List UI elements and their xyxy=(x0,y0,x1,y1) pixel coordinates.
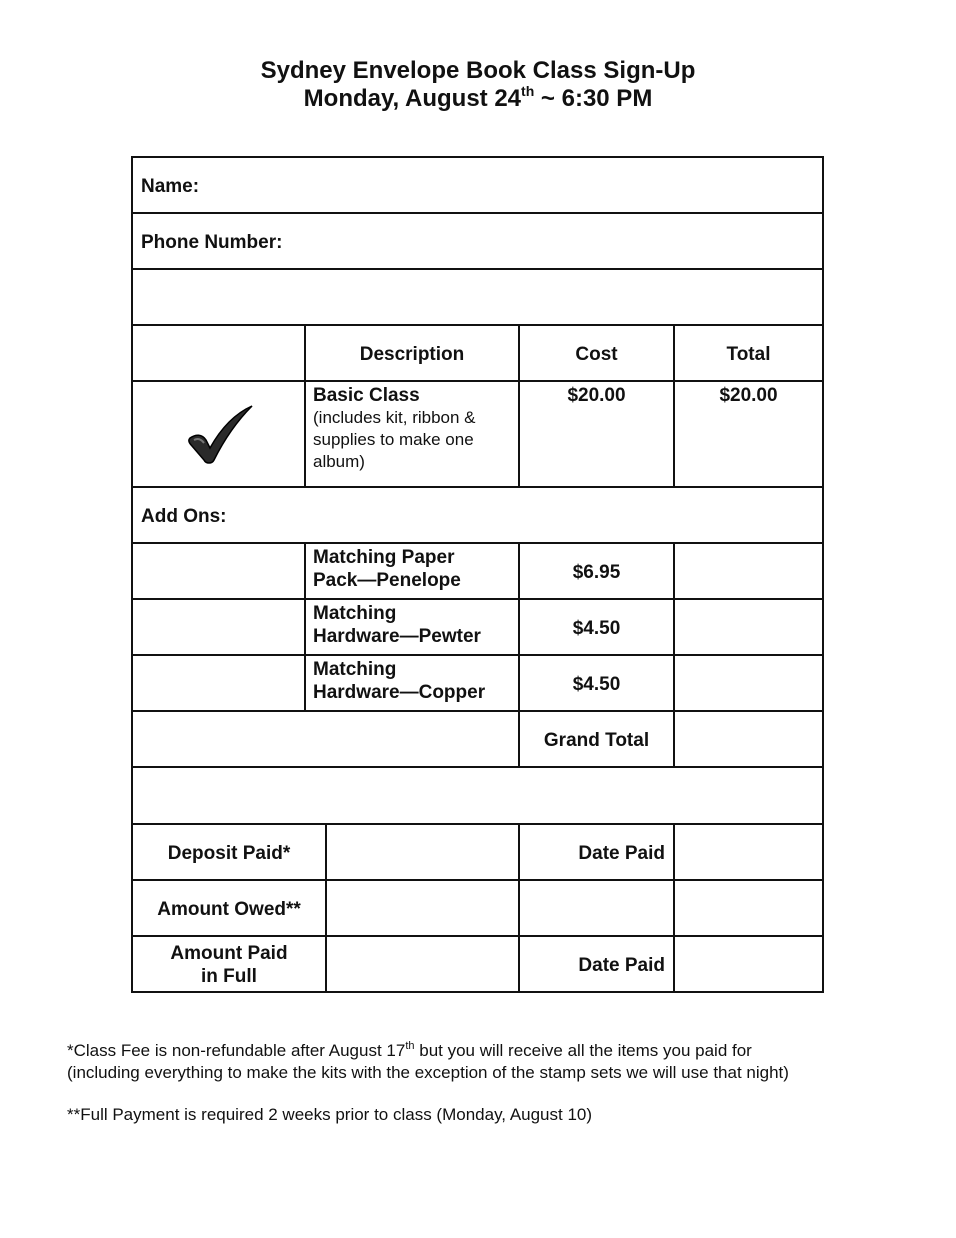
addons-label xyxy=(141,488,541,544)
signup-form xyxy=(131,156,824,993)
amount-owed-field[interactable] xyxy=(327,881,518,935)
addon-line: Pack—Penelope xyxy=(313,570,461,591)
amount-paid-full-line1: Amount Paid xyxy=(170,943,288,964)
phone-field-label xyxy=(141,214,441,270)
column-header-total-text: Total xyxy=(726,343,771,365)
addon-line: Matching xyxy=(313,603,397,624)
grand-total-label xyxy=(520,712,673,768)
addon-description xyxy=(313,658,518,704)
footnote-payment: **Full Payment is required 2 weeks prior to class (Monday, August 10) xyxy=(67,1105,593,1124)
amount-paid-full-label xyxy=(133,937,325,993)
addon-line: Hardware—Copper xyxy=(313,682,486,703)
footnote-refund-prefix: *Class Fee is non-refundable after August 17 xyxy=(67,1041,406,1060)
addon-description xyxy=(313,546,518,592)
date-paid-text: Date Paid xyxy=(578,954,665,976)
addon-checkbox-cell[interactable] xyxy=(133,544,304,598)
addon-cost xyxy=(520,544,673,600)
footnote-refund xyxy=(67,1040,789,1084)
class-date-prefix: Monday, August 24 xyxy=(303,85,522,112)
addon-cost-text: $6.95 xyxy=(572,561,621,583)
column-header-description xyxy=(306,326,518,382)
addon-line: Hardware—Pewter xyxy=(313,626,481,647)
column-header-cost-text: Cost xyxy=(575,343,618,365)
addon-description xyxy=(313,602,518,648)
basic-class-cost: $20.00 xyxy=(567,385,626,406)
phone-field[interactable] xyxy=(451,214,821,268)
addon-cost xyxy=(520,600,673,656)
date-paid-text: Date Paid xyxy=(578,842,665,864)
addon-checkbox-cell[interactable] xyxy=(133,656,304,710)
column-header-description-text: Description xyxy=(359,343,465,365)
date-paid-field[interactable] xyxy=(675,825,822,879)
basic-class-title: Basic Class xyxy=(313,385,420,406)
name-label-text: Name: xyxy=(141,175,200,197)
date-paid-label xyxy=(520,937,665,993)
page-title: Sydney Envelope Book Class Sign-Up xyxy=(260,57,696,84)
addon-checkbox-cell[interactable] xyxy=(133,600,304,654)
amount-owed-text: Amount Owed** xyxy=(157,898,301,920)
form-rule xyxy=(131,766,824,768)
addon-cost-text: $4.50 xyxy=(572,617,621,639)
name-field[interactable] xyxy=(351,158,821,212)
amount-paid-full-line2: in Full xyxy=(201,966,257,987)
addon-cost xyxy=(520,656,673,712)
column-header-total xyxy=(675,326,822,382)
checkmark-icon[interactable] xyxy=(186,404,256,466)
footnote-refund-ordinal: th xyxy=(405,1040,415,1052)
class-date xyxy=(0,85,956,113)
column-header-cost xyxy=(520,326,673,382)
basic-class-note: (includes kit, ribbon & supplies to make one album) xyxy=(313,408,476,471)
date-paid-field[interactable] xyxy=(675,937,822,991)
grand-total-label-text: Grand Total xyxy=(543,729,650,751)
footnote-refund-line2: (including everything to make the kits with the exception of the stamp sets we will use that night) xyxy=(67,1063,789,1082)
amount-owed-label xyxy=(133,881,325,937)
addon-cost-text: $4.50 xyxy=(572,673,621,695)
deposit-paid-text: Deposit Paid* xyxy=(167,842,291,864)
phone-label-text: Phone Number: xyxy=(141,231,283,253)
deposit-paid-label xyxy=(133,825,325,881)
footnote-refund-suffix: but you will receive all the items you paid for xyxy=(414,1041,752,1060)
form-rule xyxy=(304,542,306,712)
form-rule xyxy=(822,156,824,993)
amount-paid-full-field[interactable] xyxy=(327,937,518,991)
addon-line: Matching xyxy=(313,659,397,680)
class-date-time: ~ 6:30 PM xyxy=(534,85,653,112)
date-paid-label xyxy=(520,825,665,881)
amount-paid-full-text xyxy=(170,942,287,988)
basic-class-total: $20.00 xyxy=(719,385,778,406)
grand-total-field[interactable] xyxy=(675,712,822,766)
addons-label-text: Add Ons: xyxy=(141,505,227,527)
deposit-paid-field[interactable] xyxy=(327,825,518,879)
addon-line: Matching Paper xyxy=(313,547,455,568)
basic-class-description xyxy=(313,384,513,473)
class-date-ordinal: th xyxy=(521,83,535,99)
